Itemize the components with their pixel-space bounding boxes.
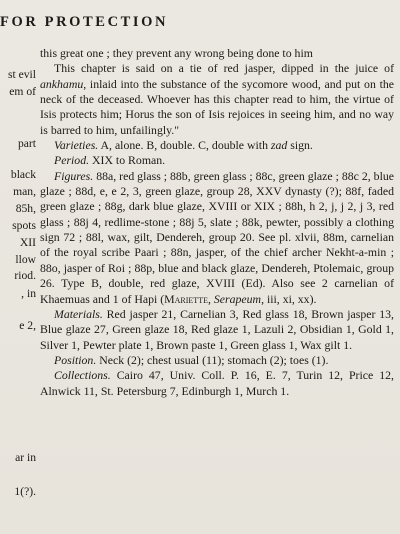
section-label: Period. [54,153,90,168]
section-label: Varieties. [54,138,99,153]
text-run: Cairo 47, Univ. Coll. P. 16, E. 7, Turin 12, Price 12, Alnwick 11, St. Petersburg 7, Edinburgh 1, Murch 1. [40,368,394,398]
paragraph-period [40,153,394,168]
margin-fragment: , in [21,287,36,300]
text-run: 88a, red glass ; 88b, green glass ; 88c, green glaze ; 88c 2, blue glaze ; 88d, e, e 2, 3, green glaze, group 28, XXV dynasty (?); 88f, faded green glaze ; 88g, dark blue glaze, XVIII or XIX ; 88h, h 2, j, j 2, j 3, red glass ; 88j 4, redlime-stone ; 88j 5, slate ; 88k, pewter, possibly a clothing sign 72 ; 88l, wax, gilt, Dendereh, group 20. See pl. xlvii, 88m, carnelian of the royal scribe Paari ; 88n, jasper, of the chief archer Nekht-a-min ; 88o, jasper of Roi ; 88p, blue and black glaze, Dendereh, Ptolemaic, group 26. Type B, double, red glaze, XVIII (Ed). Also see 2 carnelian of Khaemuas and 1 of Hapi ( [40,168,394,306]
margin-fragment: part [17,137,36,150]
paragraph-collections [40,368,394,399]
continuation-line: this great one ; they prevent any wrong being done to him [40,46,313,60]
text-run: XIX to Roman. [89,153,166,168]
text-run: Red jasper 21, Carnelian 3, Red glass 18, Brown jasper 13, Blue glaze 27, Green glaze 18, Red glaze 1, Lazuli 2, Obsidian 1, Gold 1, Silver 1, Pewter plate 1, Brown paste 1, Green glass 1, Wax gilt 1. [40,306,394,352]
margin-fragment: 1(?). [14,485,36,498]
section-label: Position. [54,352,97,367]
margin-fragment: e 2, [19,319,36,332]
text-run: A, alone. B, double. C, double with [98,138,271,153]
margin-fragment: ar in [15,451,36,464]
page-body [40,46,394,399]
author-name: Mariette [164,291,208,306]
text-run: , inlaid into the substance of the sycomore wood, and put on the neck of the deceased. Whoever has this chapter read to him, the virtue of Isis protects him; Horus the son of Isis rejoices in seeing him, and no way is barred to him, unfailingly." [40,76,394,137]
text-run: This chapter is said on a tie of red jasper, dipped in the juice of [54,61,394,76]
margin-fragment: XII [19,236,36,249]
margin-fragment: man, [13,185,36,198]
paragraph-figures [40,169,394,307]
margin-fragment: riod. [14,269,36,282]
section-label: Figures. [54,168,94,183]
italic-term: Serapeum [213,291,262,306]
running-header: FOR PROTECTION [0,14,169,30]
paragraph-materials [40,307,394,353]
margin-fragment: em of [9,85,36,98]
text-run: , [207,291,214,306]
paragraph-chapter [40,61,394,138]
text-run: Neck (2); chest usual (11); stomach (2); toes (1). [96,352,329,367]
text-run: , iii, xi, xx). [261,291,317,306]
section-label: Collections. [54,368,111,383]
paragraph-position [40,353,394,368]
italic-term: ankhamu [40,76,84,91]
italic-term: zad [270,138,288,153]
margin-fragment: llow [15,253,36,266]
margin-fragment: st evil [7,68,36,81]
margin-fragment: 85h, [15,202,36,215]
section-label: Materials. [54,306,103,321]
text-run: sign. [287,138,313,153]
margin-fragment: black [10,168,36,181]
paragraph-varieties [40,138,394,153]
left-margin-fragments [0,0,36,534]
margin-fragment: spots [12,219,36,232]
